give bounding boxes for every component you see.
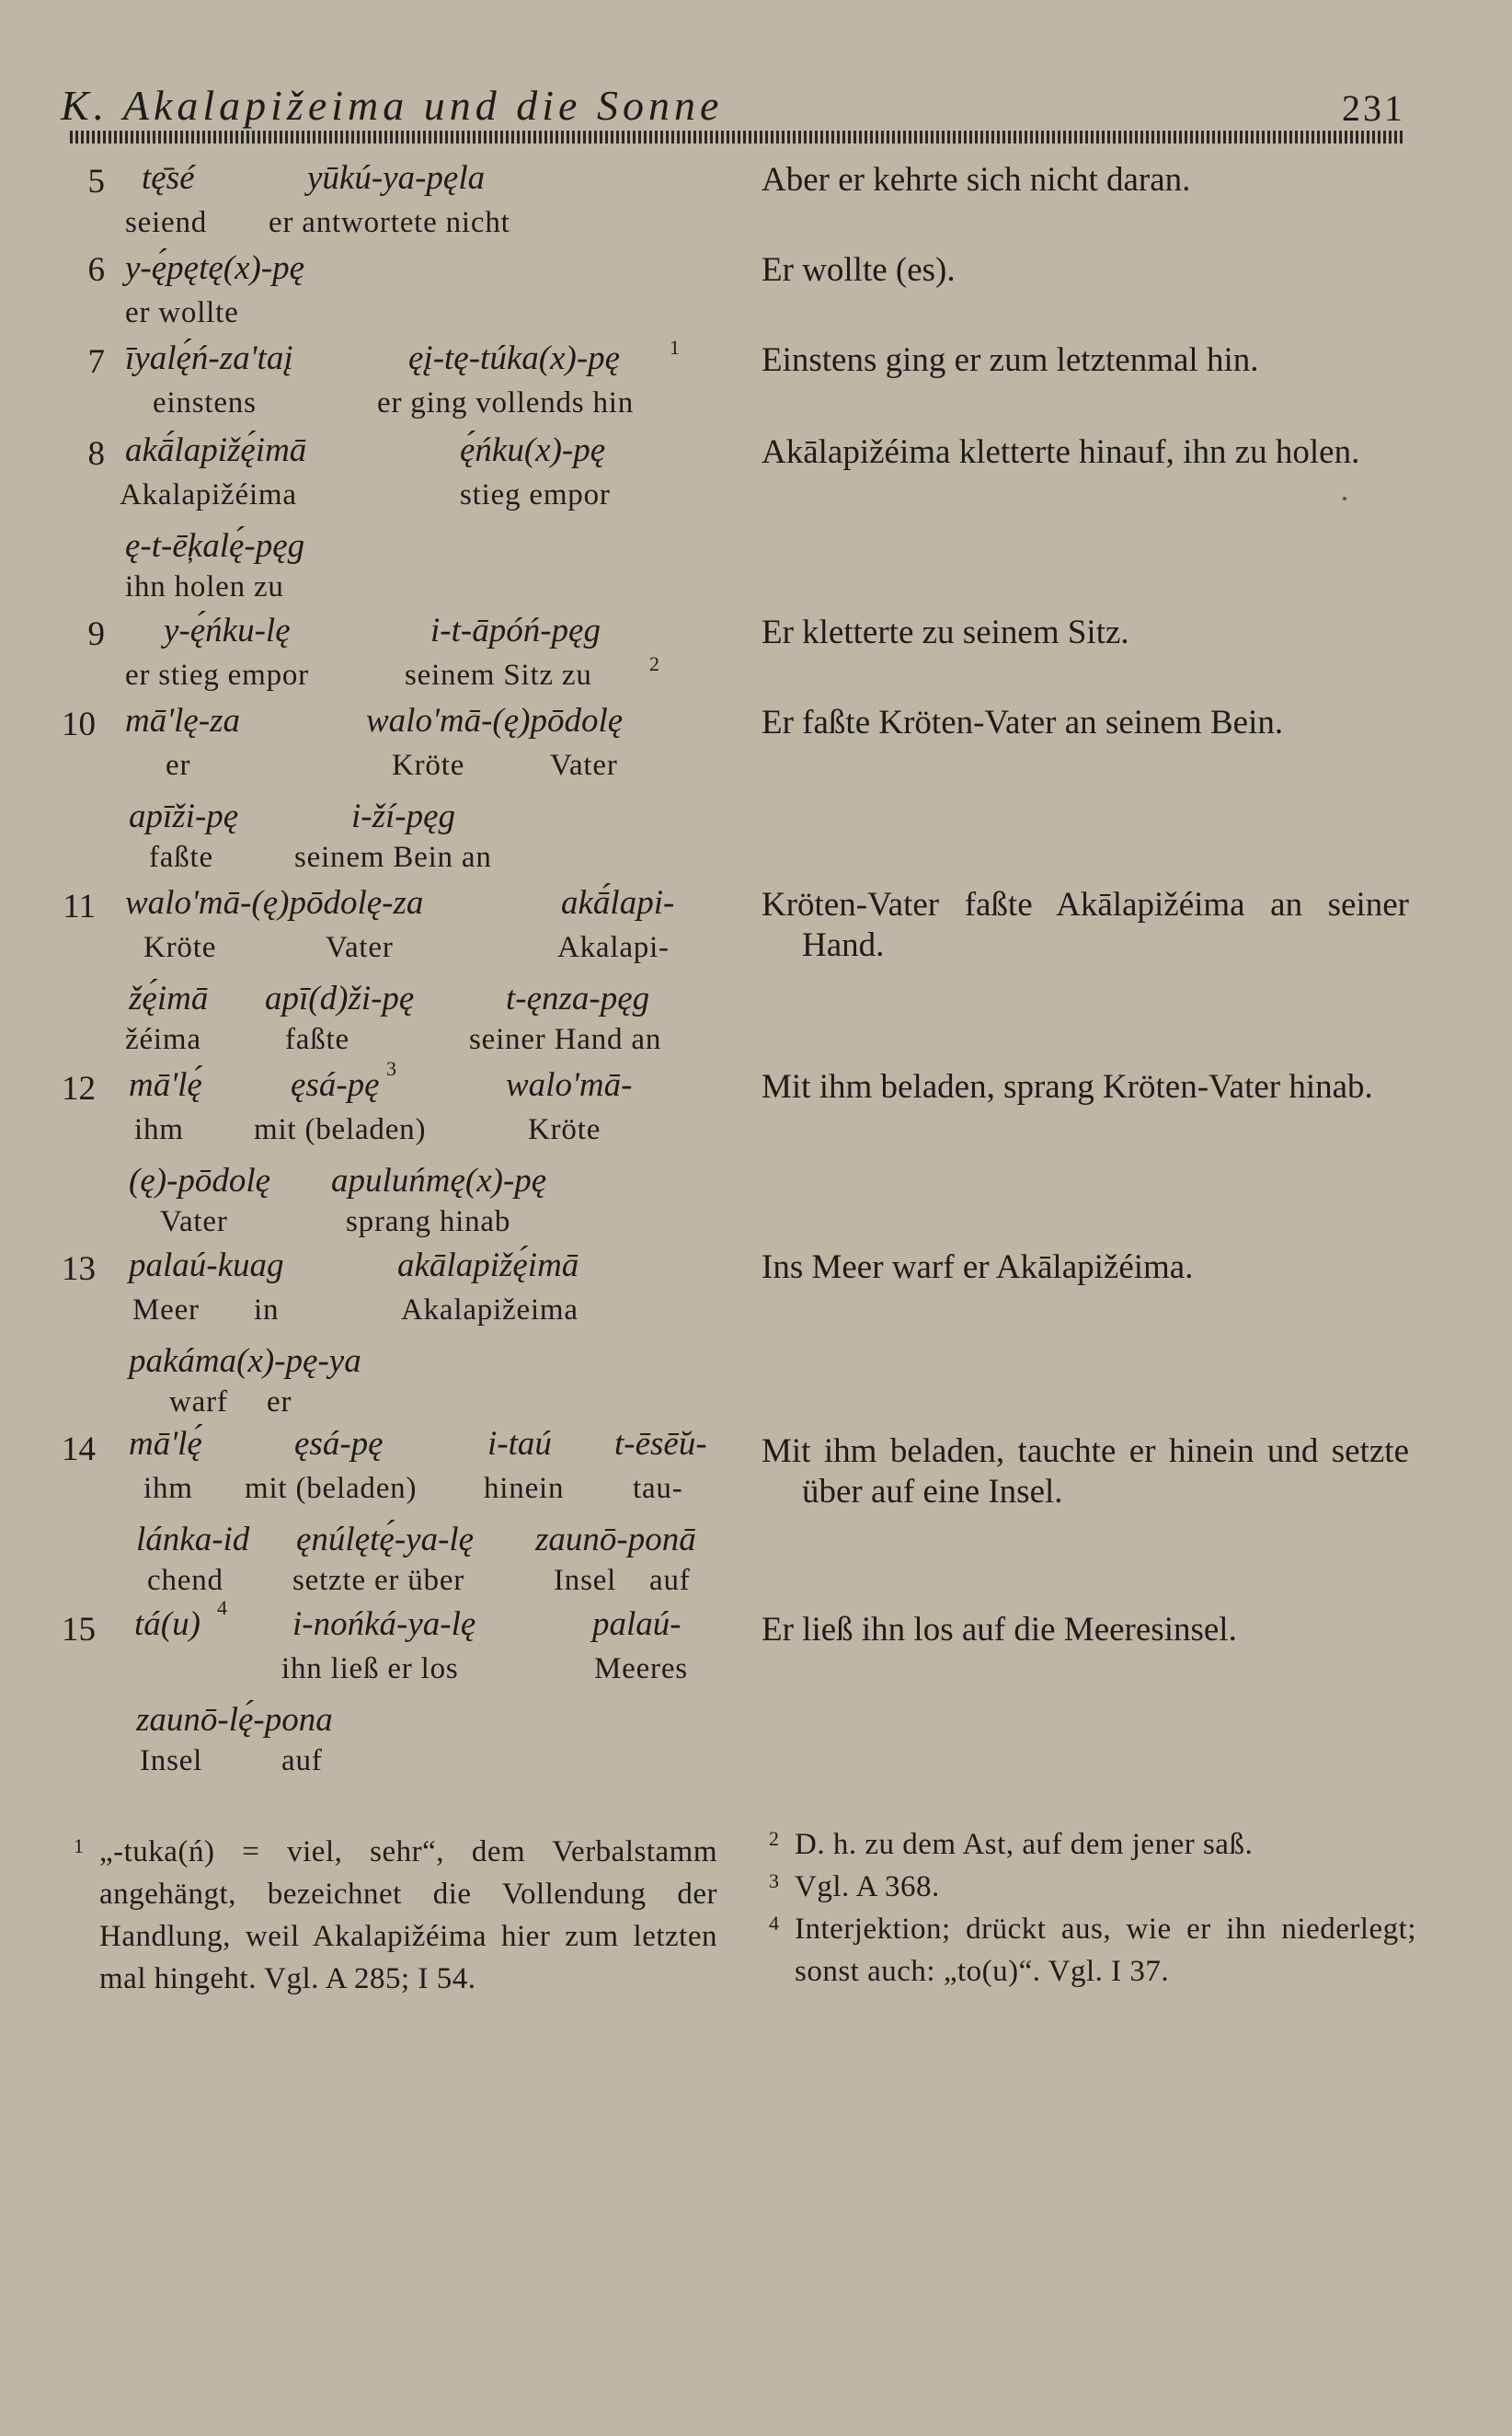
- gloss: chend: [147, 1564, 223, 1597]
- gloss: er: [166, 749, 191, 782]
- chapter-title: K. Akalapižeima und die Sonne: [61, 82, 724, 129]
- translation: Aber er kehrte sich nicht daran.: [762, 161, 1191, 199]
- source-word: i-taú: [487, 1425, 552, 1463]
- source-word: žę́imā: [129, 980, 209, 1017]
- source-word: i-ží-pęg: [351, 798, 456, 835]
- gloss: sprang hinab: [346, 1205, 511, 1238]
- gloss: Vater: [550, 749, 618, 782]
- gloss: Vater: [160, 1205, 228, 1238]
- line-number: 14: [62, 1431, 96, 1468]
- source-word: akā́lapižę́imā: [125, 431, 307, 469]
- gloss: Kröte: [528, 1113, 601, 1146]
- gloss: Kröte: [392, 749, 465, 782]
- gloss: Akalapi-: [557, 931, 670, 964]
- footnote: [769, 1866, 1416, 1908]
- footnote-text: Vgl. A 368.: [795, 1870, 940, 1903]
- translation: Einstens ging er zum letztenmal hin.: [762, 341, 1259, 379]
- source-word: mā'lę́: [129, 1425, 202, 1463]
- gloss: er stieg empor: [125, 659, 309, 692]
- gloss: ihm: [134, 1113, 184, 1146]
- gloss: Kröte: [143, 931, 217, 964]
- footnote-text: Interjektion; drückt aus, wie er ihn niederlegt; sonst auch: „to(u)“. Vgl. I 37.: [795, 1913, 1416, 1988]
- line-number: 9: [87, 615, 105, 653]
- gloss: hinein: [484, 1472, 565, 1505]
- gloss: Meer: [132, 1293, 200, 1327]
- gloss: in: [254, 1293, 280, 1327]
- source-word: mā'lę́: [129, 1066, 202, 1104]
- page-number: 231: [1342, 87, 1405, 129]
- line-number: 11: [63, 888, 96, 925]
- footnote: [769, 1908, 1416, 1993]
- gloss: er: [267, 1385, 292, 1419]
- gloss: žéima: [125, 1023, 201, 1056]
- footnote: [74, 1831, 717, 2000]
- gloss: Meeres: [594, 1652, 688, 1685]
- source-word: t-ęnza-pęg: [506, 980, 650, 1017]
- source-word: akā́lapi-: [561, 884, 675, 922]
- gloss: Insel: [140, 1744, 203, 1777]
- footnote-number: 2: [769, 1827, 780, 1850]
- gloss: Akalapižeima: [401, 1293, 578, 1327]
- source-word: ęsá-pę: [294, 1425, 384, 1463]
- footnote-number: 4: [769, 1912, 780, 1935]
- translation: Er faßte Kröten-Vater an seinem Bein.: [762, 704, 1284, 741]
- gloss: einstens: [153, 386, 257, 419]
- line-number: 10: [62, 706, 96, 743]
- source-word: tá(u): [134, 1605, 200, 1643]
- gloss: setzte er über: [292, 1564, 465, 1597]
- gloss: faßte: [149, 841, 213, 874]
- source-word: walo'mā-(ę)pōdolę: [366, 702, 624, 740]
- gloss: auf: [649, 1564, 691, 1597]
- footnote-number: 1: [74, 1834, 85, 1857]
- print-speck: [1343, 497, 1346, 500]
- running-head: [61, 81, 1405, 136]
- book-page: K. Akalapižeima und die Sonne 231 5 tę̄sé yūkú-ya-pęla seiend er antwortete nicht Aber er kehrte sich nicht daran. 6 y-ę́pętę(x)-pę er wollte Er wollte (es). 7 īyalę́ń-za'taį ęį-tę-túka(x)-pę einstens er ging vollends hin Einstens ging er zum letztenmal hin. 8 akā́lapižę́imā ę́ńku(x)-pę Akalapižéima stieg empor ę-t-ē̦kalę́-pęg ihn holen zu Akālapižéima kletterte hinauf, ihn zu holen. 9 y-ę́ńku-lę i-t-āpóń-pęg er stieg empor seinem Sitz zu 2 Er kletterte zu seinem Sitz. 10 mā'lę-za walo'mā-(ę)pōdolę er Kröte Vater apīži-pę i-ží-pęg faßte seinem Bein an Er faßte Kröten-Vater an seinem Bein. 11 walo'mā-(ę)pōdolę-za akā́lapi- Kröte Vater Akalapi- žę́imā apī(d)ži-pę t-ęnza-pęg žéima faßte seiner Hand an Kröten-Vater faßte Akālapižéima an seiner Hand. 12 mā'lę́ ęsá-pę 3 walo'mā- ihm mit (beladen) Kröte (ę)-pōdolę apuluńmę(x)-pę Vater sprang hinab Mit ihm beladen, sprang Kröten-Vater hinab. 13 palaú-kuag akālapižę́imā Meer in Akalapižeima pakáma(x)-pę-ya warf er Ins Meer warf er Akālapižéima. 14 mā'lę́ ęsá-pę i-taú t-ēsē̆u- ihm mit (beladen) hinein tau- lánka-id ęnúlętę́-ya-lę zaunō-ponā chend setzte er über Insel auf Mit ihm beladen, tauchte er hinein und setzte über auf eine Insel. 15 tá(u) 4 i-nońká-ya-lę palaú- ihn ließ er los Meeres zaunō-lę́-pona Insel auf Er ließ ihn los auf die Meeresinsel. 1 1 „-tuka(ń) = viel, sehr“, dem Verbalstamm angehängt, bezeichnet die Vollendung der Handlung, weil Akalapižéima hier zum letzten mal hingeht. Vgl. A 285; I 54. 2 D. h. zu dem Ast, auf dem jener saß. 3 Vgl. A 368. 4 Interjektion; drückt aus, wie er ihn niederlegt; sonst auch: „to(u)“. Vgl. I 37.: [0, 0, 1512, 2436]
- gloss: Vater: [326, 931, 394, 964]
- source-word: yūkú-ya-pęla: [307, 159, 486, 197]
- source-word: i-t-āpóń-pęg: [430, 612, 601, 649]
- source-word: ę́ńku(x)-pę: [460, 431, 606, 469]
- translation: Akālapižéima kletterte hinauf, ihn zu holen.: [762, 433, 1360, 471]
- line-number: 7: [87, 343, 105, 381]
- gloss: warf: [169, 1385, 228, 1419]
- source-word: apuluńmę(x)-pę: [331, 1162, 547, 1200]
- line-number: 5: [87, 163, 105, 201]
- source-word: t-ēsē̆u-: [614, 1425, 707, 1463]
- translation: Kröten-Vater faßte Akālapižéima an seiner Hand.: [762, 886, 1409, 964]
- footnote-text: D. h. zu dem Ast, auf dem jener saß.: [795, 1828, 1254, 1861]
- gloss: Insel: [554, 1564, 617, 1597]
- gloss: er antwortete nicht: [269, 206, 510, 239]
- translation: Er kletterte zu seinem Sitz.: [762, 614, 1129, 651]
- gloss: ihn holen zu: [125, 570, 284, 603]
- gloss: er ging vollends hin: [377, 386, 635, 419]
- gloss: Akalapižéima: [120, 478, 297, 511]
- line-number: 12: [62, 1070, 96, 1108]
- source-word: pakáma(x)-pę-ya: [129, 1342, 361, 1380]
- footnotes-right: [769, 1823, 1416, 1993]
- gloss: ihn ließ er los: [281, 1652, 459, 1685]
- gloss: seinem Sitz zu: [405, 659, 592, 692]
- gloss: ihm: [143, 1472, 193, 1505]
- footnote: [769, 1823, 1416, 1866]
- gloss: stieg empor: [460, 478, 611, 511]
- gloss: er wollte: [125, 296, 239, 329]
- translation: Ins Meer warf er Akālapižéima.: [762, 1248, 1194, 1286]
- source-word: walo'mā-: [506, 1066, 633, 1104]
- source-word: zaunō-lę́-pona: [136, 1701, 333, 1739]
- source-word: ęį-tę-túka(x)-pę: [408, 339, 621, 377]
- translation: Mit ihm beladen, tauchte er hinein und setzte über auf eine Insel.: [762, 1432, 1409, 1511]
- line-number: 8: [87, 435, 105, 473]
- source-word: walo'mā-(ę)pōdolę-za: [125, 884, 424, 922]
- source-word: i-nońká-ya-lę: [292, 1605, 476, 1643]
- source-word: mā'lę-za: [125, 702, 241, 740]
- gloss: faßte: [285, 1023, 349, 1056]
- line-number: 6: [87, 251, 105, 289]
- source-word: akālapižę́imā: [397, 1247, 579, 1284]
- source-word: y-ę́pętę(x)-pę: [125, 249, 305, 287]
- source-word: (ę)-pōdolę: [129, 1162, 271, 1200]
- source-word: apī(d)ži-pę: [265, 980, 415, 1017]
- gloss: auf: [281, 1744, 323, 1777]
- footnote-text: „-tuka(ń) = viel, sehr“, dem Verbalstamm angehängt, bezeichnet die Vollendung der Handlung, weil Akalapižéima hier zum letzten mal hingeht. Vgl. A 285; I 54.: [99, 1835, 717, 1995]
- source-word: ęsá-pę: [291, 1066, 380, 1104]
- source-word: ę-t-ē̦kalę́-pęg: [125, 527, 305, 565]
- gloss: seinem Bein an: [294, 841, 492, 874]
- line-number: 13: [62, 1250, 96, 1288]
- source-word: tę̄sé: [142, 159, 195, 197]
- source-word: ęnúlętę́-ya-lę: [296, 1521, 475, 1558]
- header-rule: [70, 131, 1405, 144]
- translation: Er ließ ihn los auf die Meeresinsel.: [762, 1611, 1237, 1649]
- footnote-number: 3: [769, 1869, 780, 1892]
- gloss: seiner Hand an: [469, 1023, 662, 1056]
- translation: Mit ihm beladen, sprang Kröten-Vater hinab.: [762, 1068, 1373, 1106]
- source-word: apīži-pę: [129, 798, 239, 835]
- source-word: īyalę́ń-za'taį: [125, 339, 293, 377]
- source-word: lánka-id: [136, 1521, 250, 1558]
- gloss: mit (beladen): [254, 1113, 427, 1146]
- gloss: mit (beladen): [245, 1472, 418, 1505]
- footnotes-left: [74, 1831, 717, 2000]
- source-word: palaú-kuag: [129, 1247, 284, 1284]
- source-word: y-ę́ńku-lę: [164, 612, 291, 649]
- translation: Er wollte (es).: [762, 251, 956, 289]
- source-word: zaunō-ponā: [535, 1521, 696, 1558]
- source-word: palaú-: [592, 1605, 682, 1643]
- gloss: seiend: [125, 206, 208, 239]
- line-number: 15: [62, 1611, 96, 1649]
- gloss: tau-: [633, 1472, 683, 1505]
